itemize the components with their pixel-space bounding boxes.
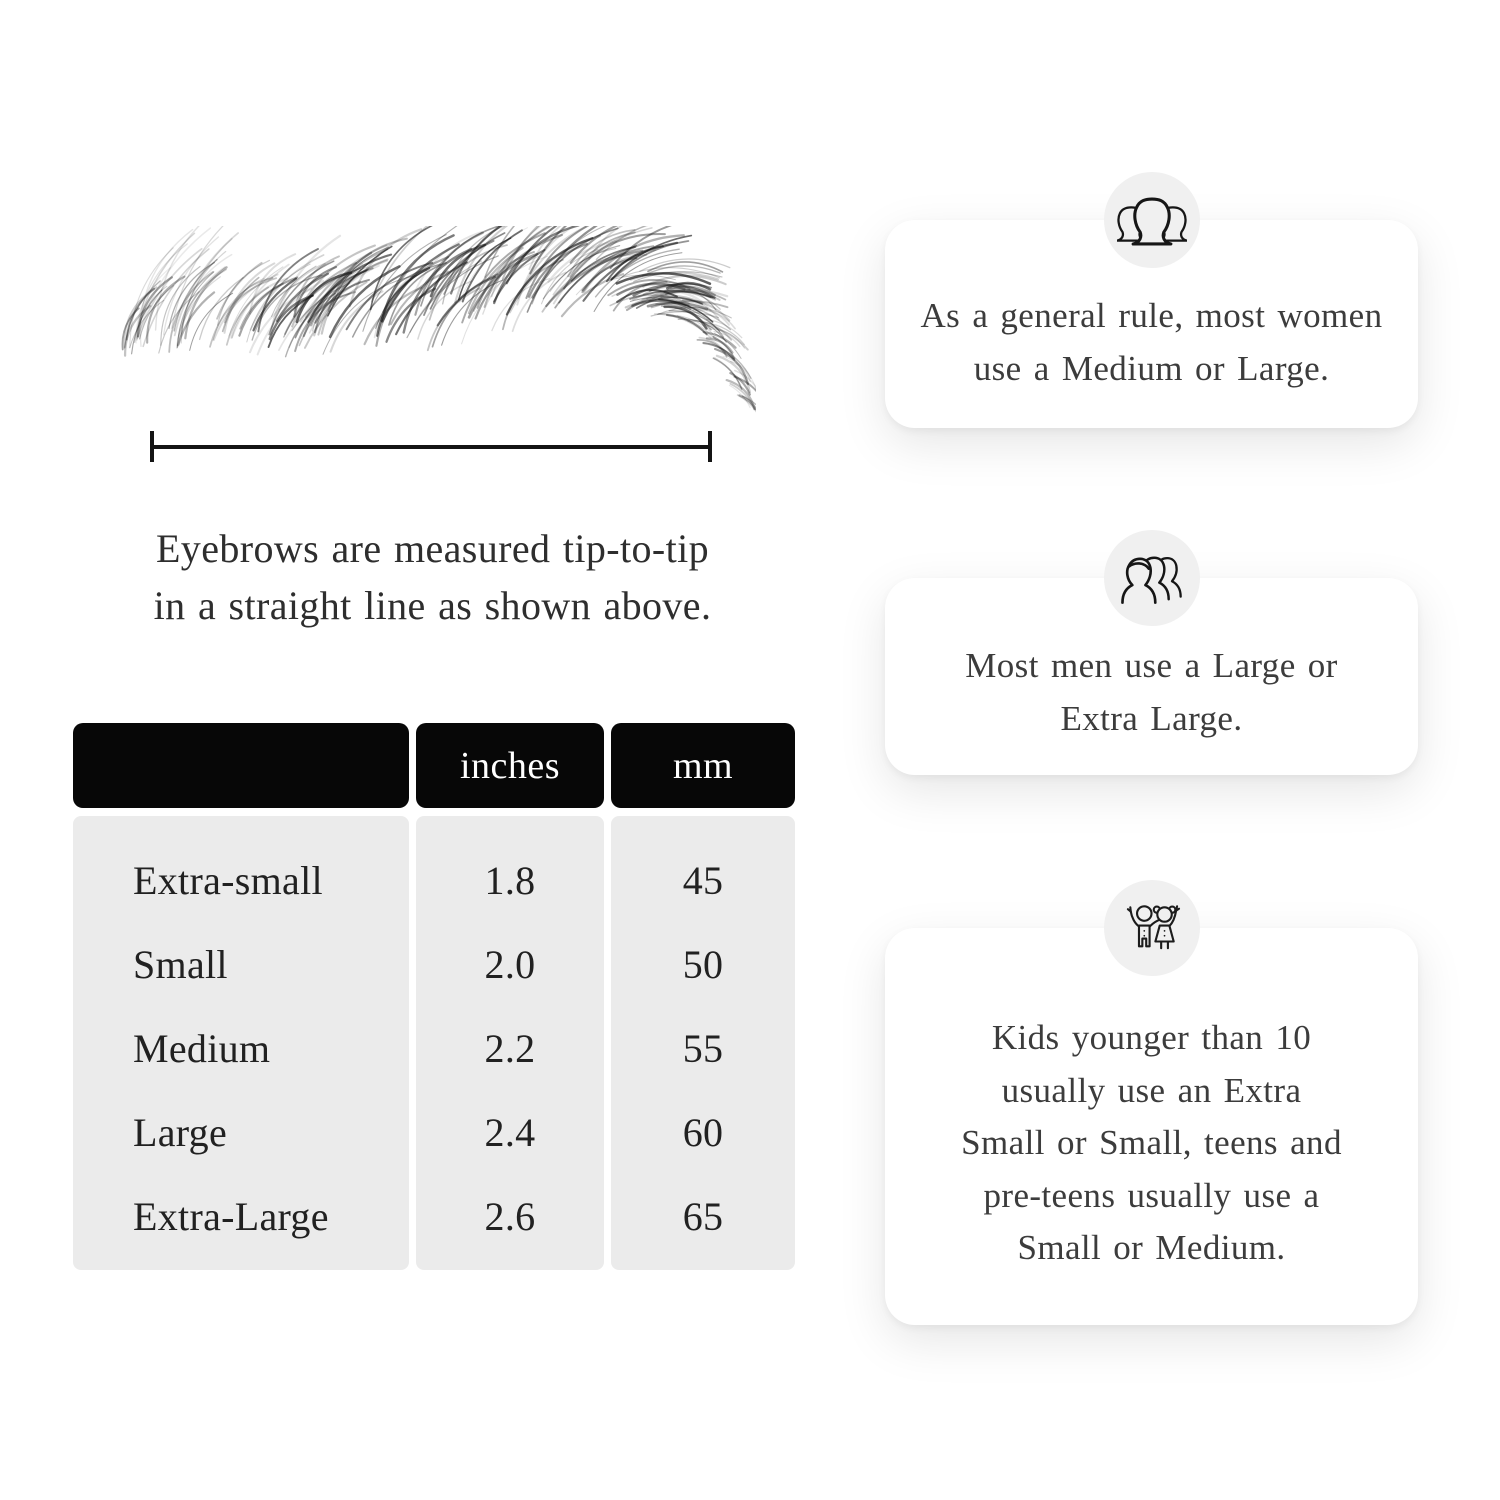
measurement-caption bbox=[55, 521, 810, 635]
mm-value-cell: 65 bbox=[682, 1193, 724, 1239]
icon-circle bbox=[1104, 530, 1200, 626]
size-label-cell: Extra-small bbox=[133, 857, 323, 903]
mm-value-cell: 50 bbox=[682, 941, 724, 987]
size-table bbox=[73, 723, 795, 1270]
advice-card-kids bbox=[885, 928, 1418, 1325]
advice-card-women bbox=[885, 220, 1418, 428]
card-text-line: Small or Medium. bbox=[1017, 1228, 1286, 1267]
measurement-caption-line: in a straight line as shown above. bbox=[153, 582, 712, 628]
eyebrow-sketch-svg bbox=[108, 226, 756, 438]
advice-card-text bbox=[895, 290, 1408, 395]
inches-column bbox=[416, 816, 604, 1270]
men-group-icon bbox=[1117, 550, 1187, 607]
eyebrow-illustration bbox=[108, 226, 756, 438]
measurement-caption-line: Eyebrows are measured tip-to-tip bbox=[155, 526, 710, 571]
size-label-cell: Small bbox=[133, 941, 228, 987]
advice-card-men bbox=[885, 578, 1418, 775]
advice-card-text bbox=[895, 1012, 1408, 1275]
card-text-line: Small or Small, teens and bbox=[961, 1123, 1342, 1162]
card-text-line: As a general rule, most women bbox=[920, 296, 1383, 335]
size-label-cell: Extra-Large bbox=[133, 1193, 329, 1239]
mm-value-cell: 45 bbox=[682, 857, 724, 903]
measurement-line-cap-right bbox=[708, 431, 712, 462]
card-text-line: Kids younger than 10 bbox=[991, 1018, 1312, 1057]
mm-column bbox=[611, 816, 795, 1270]
kids-icon bbox=[1121, 901, 1183, 955]
table-header-inches: inches bbox=[416, 723, 604, 808]
inches-value-cell: 2.0 bbox=[484, 941, 536, 987]
advice-card-text bbox=[895, 640, 1408, 745]
card-text-line: Most men use a Large or bbox=[965, 646, 1338, 685]
card-text-line: pre-teens usually use a bbox=[983, 1175, 1320, 1215]
inches-value-cell: 2.6 bbox=[484, 1193, 536, 1239]
size-label-cell: Large bbox=[133, 1109, 228, 1155]
women-group-icon bbox=[1117, 192, 1187, 249]
card-text-line: Extra Large. bbox=[1060, 698, 1243, 738]
icon-circle bbox=[1104, 880, 1200, 976]
mm-value-cell: 60 bbox=[682, 1109, 724, 1155]
measurement-line bbox=[150, 445, 712, 449]
icon-circle bbox=[1104, 172, 1200, 268]
card-text-line: usually use an Extra bbox=[1001, 1070, 1302, 1110]
table-header-size bbox=[73, 723, 409, 808]
size-label-cell: Medium bbox=[133, 1025, 271, 1071]
inches-value-cell: 2.4 bbox=[484, 1109, 536, 1155]
mm-value-cell: 55 bbox=[682, 1025, 724, 1071]
inches-value-cell: 1.8 bbox=[484, 857, 536, 903]
card-text-line: use a Medium or Large. bbox=[973, 348, 1330, 388]
inches-value-cell: 2.2 bbox=[484, 1025, 536, 1071]
size-label-column bbox=[73, 816, 409, 1270]
table-header-mm: mm bbox=[611, 723, 795, 808]
